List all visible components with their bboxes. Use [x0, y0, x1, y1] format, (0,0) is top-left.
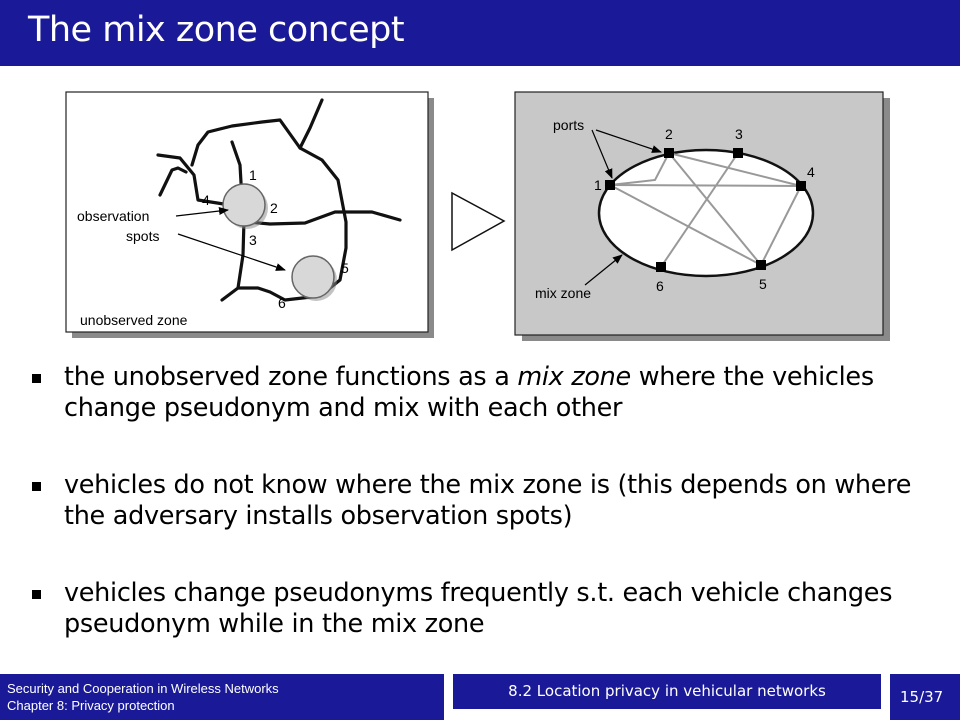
footer-chapter: Chapter 8: Privacy protection [7, 698, 175, 713]
mix-zone-ellipse [599, 150, 813, 276]
observation-spots-label-line1: observation [77, 208, 150, 224]
page-number: 15/37 [900, 688, 944, 706]
mix-zone-figure [62, 88, 892, 348]
bullet-marker-icon [32, 374, 41, 383]
title-bar [0, 0, 960, 66]
port-label-5: 5 [759, 276, 767, 292]
bullet-item [32, 578, 947, 640]
bullet-item [32, 362, 947, 424]
port-label-1: 1 [594, 177, 602, 193]
left-label-6: 6 [278, 295, 286, 311]
port-label-3: 3 [735, 126, 743, 142]
observation-spots-label-line2: spots [126, 228, 160, 244]
left-label-1: 1 [249, 167, 257, 183]
unobserved-zone-label: unobserved zone [80, 312, 188, 328]
footer-topic: 8.2 Location privacy in vehicular networks [453, 674, 881, 709]
bullet-text: vehicles change pseudonyms frequently s.t. each vehicle changes pseudonym while in the mix zone [64, 578, 893, 639]
footer [0, 674, 960, 720]
left-label-4: 4 [202, 192, 210, 208]
bullet-marker-icon [32, 482, 41, 491]
footer-course-title: Security and Cooperation in Wireless Networks [7, 681, 279, 696]
left-label-5: 5 [341, 260, 349, 276]
left-label-3: 3 [249, 232, 257, 248]
port-label-2: 2 [665, 126, 673, 142]
bullet-emphasis: mix zone [517, 362, 631, 392]
port-label-4: 4 [807, 164, 815, 180]
right-panel [515, 92, 890, 341]
bullet-marker-icon [32, 590, 41, 599]
footer-course-info [7, 680, 279, 714]
slide-title: The mix zone concept [28, 10, 405, 50]
ports-label: ports [553, 117, 585, 133]
left-panel [66, 92, 434, 338]
left-label-2: 2 [270, 200, 278, 216]
bullet-list [32, 362, 947, 686]
port-label-6: 6 [656, 278, 664, 294]
bullet-text: vehicles do not know where the mix zone is (this depends on where the adversary installs observation spots) [64, 470, 912, 531]
bullet-text: the unobserved zone functions as a [64, 362, 518, 392]
transition-arrow-icon [452, 193, 504, 250]
bullet-item [32, 470, 947, 532]
bullet-text-rest: where the vehicles change pseudonym and mix with each other [64, 362, 874, 423]
mix-zone-label: mix zone [535, 285, 592, 301]
